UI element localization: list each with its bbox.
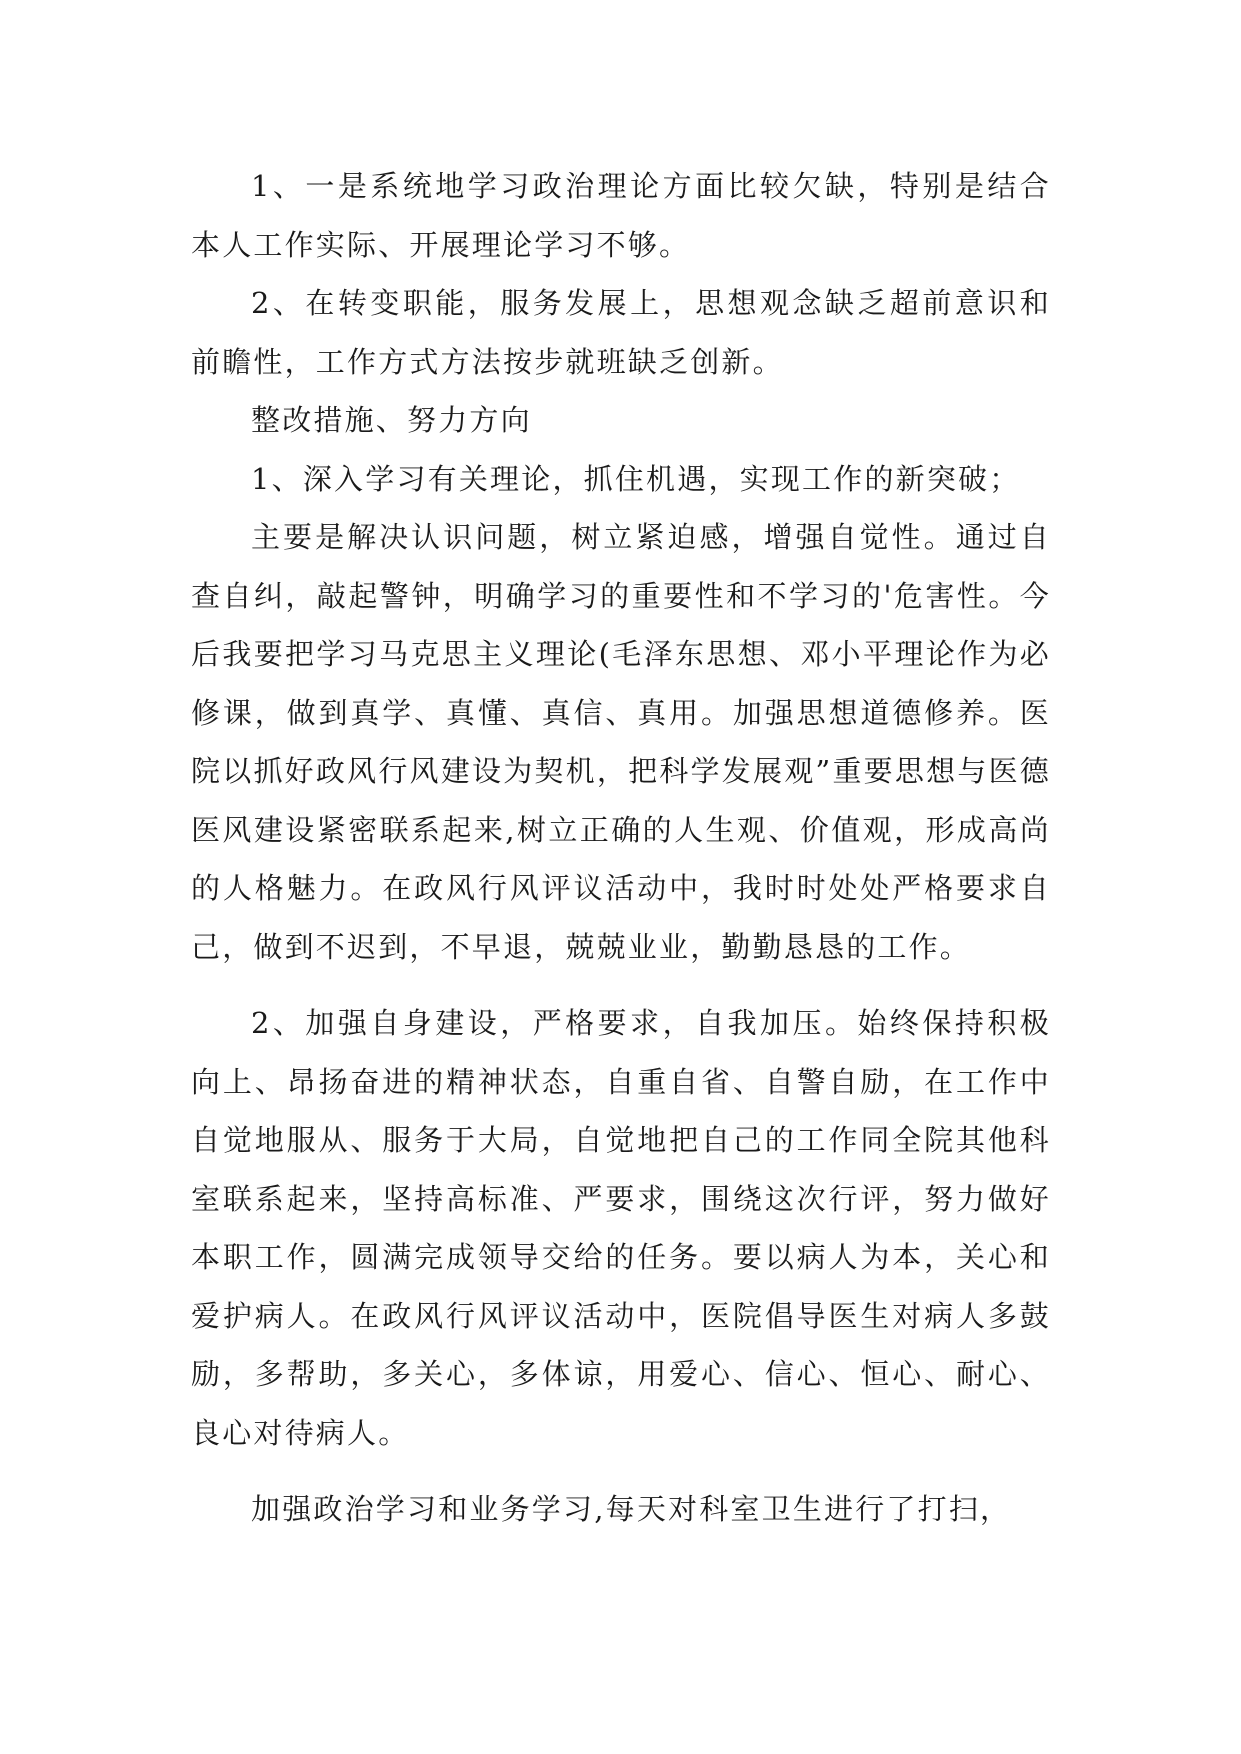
paragraph-problem-1: 1、一是系统地学习政治理论方面比较欠缺，特别是结合本人工作实际、开展理论学习不够。 (191, 169, 1051, 262)
paragraph-study: 加强政治学习和业务学习,每天对科室卫生进行了打扫， (251, 1492, 1012, 1526)
paragraph-measure-1-detail: 主要是解决认识问题，树立紧迫感，增强自觉性。通过自查自纠，敲起警钟，明确学习的重要性和不学习的'危害性。今后我要把学习马克思主义理论(毛泽东思想、邓小平理论作为必修课，做到真学、真懂、真信、真用。加强思想道德修养。医院以抓好政风行风建设为契机，把科学发展观”重要思想与医德医风建设紧密联系起来,树立正确的人生观、价值观，形成高尚的人格魅力。在政风行风评议活动中，我时时处处严格要求自己，做到不迟到，不早退，兢兢业业，勤勤恳恳的工作。 (191, 520, 1051, 964)
section-heading: 整改措施、努力方向 (251, 403, 532, 437)
paragraph-measure-2: 2、加强自身建设，严格要求，自我加压。始终保持积极向上、昂扬奋进的精神状态，自重自省、自警自励，在工作中自觉地服从、服务于大局，自觉地把自己的工作同全院其他科室联系起来，坚持高标准、严要求，围绕这次行评，努力做好本职工作，圆满完成领导交给的任务。要以病人为本，关心和爱护病人。在政风行风评议活动中，医院倡导医生对病人多鼓励，多帮助，多关心，多体谅，用爱心、信心、恒心、耐心、良心对待病人。 (191, 1006, 1051, 1450)
paragraph-problem-2: 2、在转变职能，服务发展上，思想观念缺乏超前意识和前瞻性，工作方式方法按步就班缺乏创新。 (191, 286, 1051, 379)
paragraph-measure-1: 1、深入学习有关理论，抓住机遇，实现工作的新突破； (251, 461, 1021, 496)
document-body (191, 157, 1051, 1539)
